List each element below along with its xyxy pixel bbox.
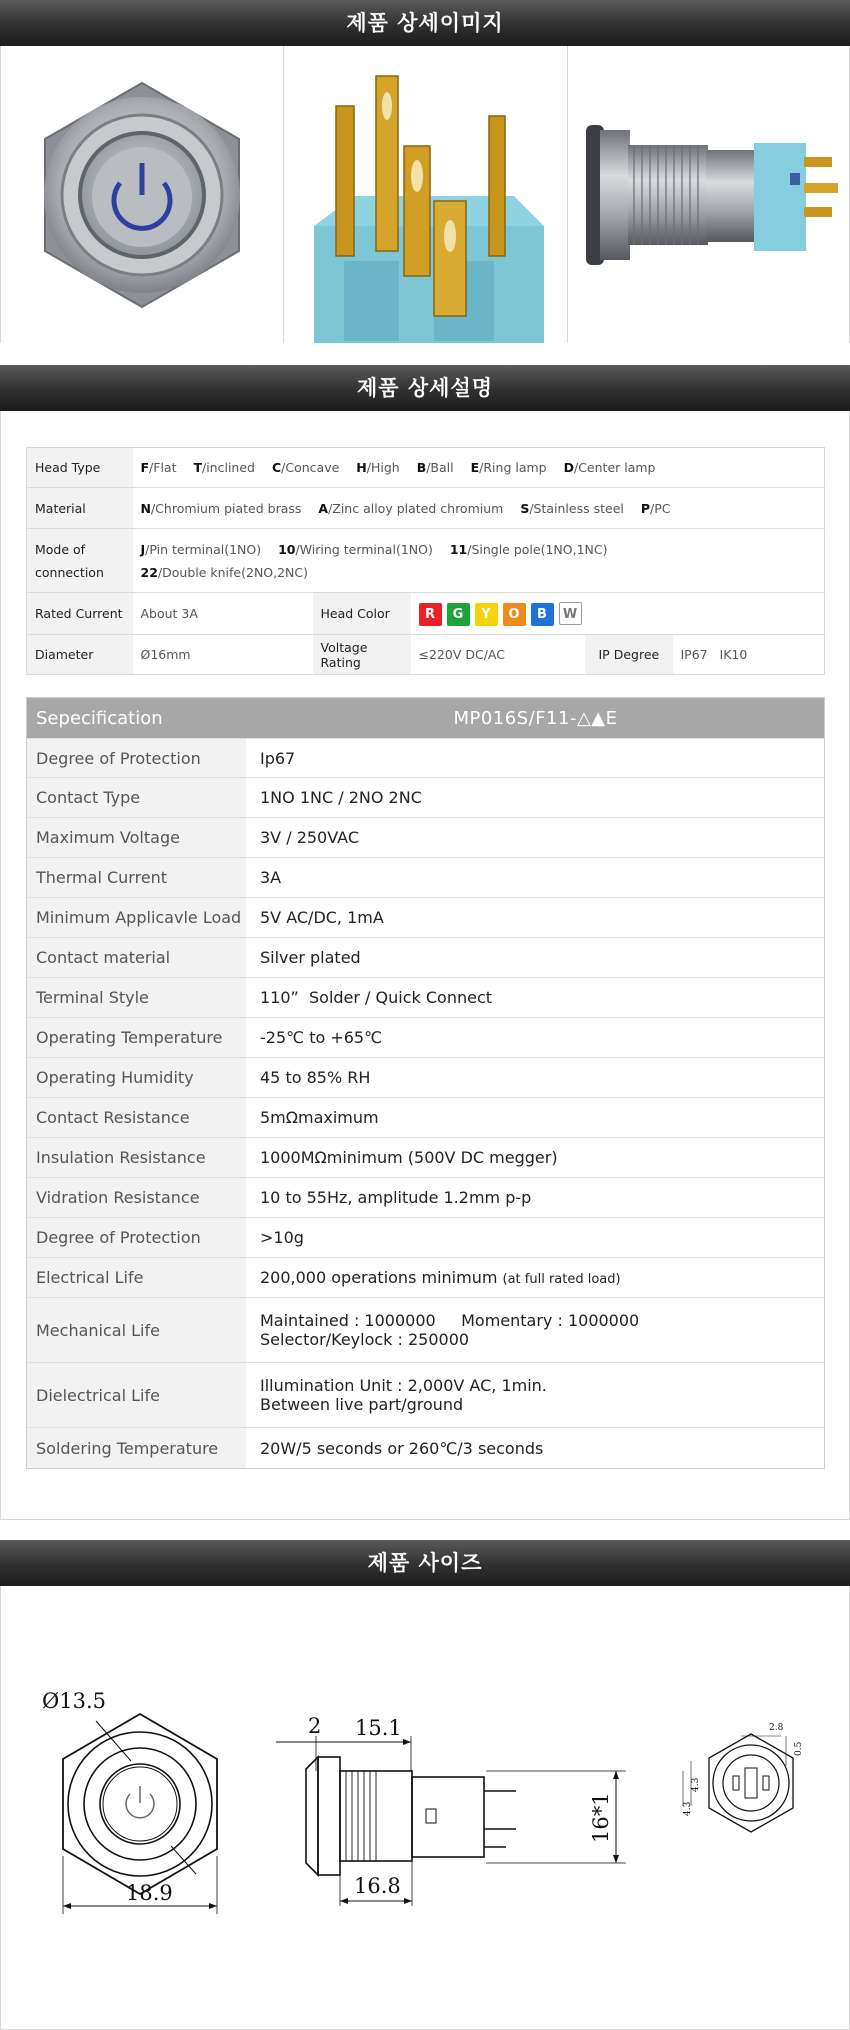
option-label: Material [27,488,133,529]
rated-current-value: About 3A [133,593,313,635]
option-label: IP Degree [585,635,673,675]
spec-value [246,858,824,897]
side-head-label: 2 [308,1714,322,1738]
spec-value-text: Silver plated [260,948,361,967]
spec-value-line [260,749,824,768]
voltage-rating-value: ≤220V DC/AC [411,635,585,675]
option-label: Head Color [313,593,411,635]
images-section-title: 제품 상세이미지 [0,0,850,46]
spec-value-line [260,788,824,807]
swatch-white: W [559,602,582,625]
spec-value-text: 5mΩmaximum [260,1108,379,1127]
spec-key: Contact Type [27,778,246,817]
spec-row [27,1427,824,1468]
side-height-label: 16*1 [589,1792,613,1843]
spec-key: Contact material [27,938,246,977]
spec-value-line [260,1228,824,1247]
spec-value-line [260,868,824,887]
option-label: Head Type [27,448,133,488]
spec-key: Terminal Style [27,978,246,1017]
spec-row [27,977,824,1017]
swatch-red: R [419,603,442,626]
spec-value [246,818,824,857]
option-item: E/Ring lamp [470,460,547,475]
spec-value-text: 110” Solder / Quick Connect [260,988,493,1007]
spec-value-line [260,828,824,847]
spec-value-line [260,1068,824,1087]
spec-value-line [260,988,824,1007]
spec-value [246,1363,824,1427]
connection-options [133,529,825,593]
specification-rows [27,738,824,1468]
spec-row [27,1177,824,1217]
spec-value-line [260,1188,824,1207]
option-item: D/Center lamp [563,460,656,475]
spec-key: Soldering Temperature [27,1428,246,1468]
spec-value-text: -25℃ to +65℃ [260,1028,383,1047]
spec-value [246,1018,824,1057]
spec-value-line [260,1395,824,1414]
diameter-value: Ø16mm [133,635,313,675]
ip-degree-value: IP67 IK10 [673,635,825,675]
spec-value [246,1218,824,1257]
option-item: 22/Double knife(2NO,2NC) [140,564,309,580]
spec-key: Operating Temperature [27,1018,246,1057]
back-dim-d: 4.3 [683,1801,693,1816]
product-image-side [568,46,850,343]
head-type-options [133,448,825,488]
option-item: A/Zinc alloy plated chromium [318,500,504,516]
spec-value-text: 1NO 1NC / 2NO 2NC [260,788,422,807]
size-drawings [0,1586,850,2030]
product-image-row [0,46,850,343]
description-section-title: 제품 상세설명 [0,365,850,411]
spec-value-text: Illumination Unit : 2,000V AC, 1min. [260,1376,547,1395]
spec-value-line [260,1268,824,1287]
spec-row [27,1097,824,1137]
back-dim-b: 0.5 [794,1741,804,1756]
spec-value [246,778,824,817]
spec-value [246,1178,824,1217]
size-section-title: 제품 사이즈 [0,1540,850,1586]
option-item: N/Chromium piated brass [140,500,302,516]
spec-value-text: Between live part/ground [260,1395,464,1414]
spec-value-text: 10 to 55Hz, amplitude 1.2mm p-p [260,1188,532,1207]
spec-value-line [260,1108,824,1127]
option-table [26,447,825,675]
spec-key: Thermal Current [27,858,246,897]
model-number: MP016S/F11-△▲E [453,707,618,729]
swatch-yellow: Y [475,603,498,626]
spec-value-text: 3A [260,868,282,887]
spec-value-line [260,1311,824,1330]
option-item: 10/Wiring terminal(1NO) [278,541,433,557]
side-view-drawing [266,1711,646,1911]
spec-key: Degree of Protection [27,1218,246,1257]
spec-value [246,1298,824,1362]
spec-key: Insulation Resistance [27,1138,246,1177]
spec-value [246,1098,824,1137]
specification-table [26,697,825,1469]
spec-row [27,1362,824,1427]
spec-row [27,1297,824,1362]
spec-row [27,1057,824,1097]
swatch-orange: O [503,603,526,626]
spec-row [27,738,824,777]
spec-value-line [260,948,824,967]
spec-value-text: 3V / 250VAC [260,828,359,847]
spec-row [27,1137,824,1177]
specification-header [27,698,824,738]
spec-row [27,937,824,977]
back-dim-a: 2.8 [769,1723,784,1733]
front-view-drawing [36,1686,256,1926]
option-item: 11/Single pole(1NO,1NC) [449,541,608,557]
spec-value [246,1058,824,1097]
option-item: S/Stainless steel [520,500,624,516]
spec-value-text: Selector/Keylock : 250000 [260,1330,470,1349]
spec-value-line [260,1028,824,1047]
spec-value-text: 200,000 operations minimum [260,1268,498,1287]
spec-value [246,1138,824,1177]
option-item: J/Pin terminal(1NO) [140,541,262,557]
swatch-green: G [447,603,470,626]
side-thread-label: 16.8 [354,1874,401,1898]
spec-value-line [260,1148,824,1167]
spec-key: Mechanical Life [27,1298,246,1362]
head-color-swatches [411,593,825,635]
spec-value-text: Maintained : 1000000 Momentary : 1000000 [260,1311,640,1330]
option-row-current-color [27,593,825,635]
description-panel [0,411,850,1520]
spec-row [27,1017,824,1057]
spec-value-line [260,1376,824,1395]
spec-row [27,817,824,857]
option-item: F/Flat [140,460,177,475]
spec-row [27,777,824,817]
spec-value [246,739,824,777]
option-label: Voltage Rating [313,635,411,675]
spec-key: Maximum Voltage [27,818,246,857]
front-diameter-label: Ø13.5 [42,1689,106,1713]
option-item: P/PC [640,500,671,516]
spec-value-line [260,1439,824,1458]
spec-value-text: Ip67 [260,748,296,768]
option-label: Rated Current [27,593,133,635]
spec-value [246,1258,824,1297]
spec-value [246,938,824,977]
material-options [133,488,825,529]
product-image-terminals [284,46,568,343]
spec-row [27,857,824,897]
option-item: T/inclined [193,460,255,475]
spec-key: Dielectrical Life [27,1363,246,1427]
spec-key: Electrical Life [27,1258,246,1297]
spec-value-line [260,1330,824,1349]
spec-value [246,898,824,937]
option-item: C/Concave [271,460,340,475]
option-label: Mode of connection [27,529,133,593]
spec-key: Contact Resistance [27,1098,246,1137]
spec-key: Vidration Resistance [27,1178,246,1217]
specification-header-label: Sepecification [36,707,163,729]
side-body-label: 15.1 [355,1716,402,1740]
option-row-head-type [27,448,825,488]
option-row-material [27,488,825,529]
option-item: B/Ball [416,460,454,475]
product-image-front [1,46,284,343]
spec-value [246,1428,824,1468]
spec-value-text: >10g [260,1228,304,1247]
spec-value-text: 45 to 85% RH [260,1068,371,1087]
spec-value-text: 20W/5 seconds or 260℃/3 seconds [260,1438,544,1458]
swatch-blue: B [531,603,554,626]
spec-value-line [260,908,824,927]
spec-value [246,978,824,1017]
option-label: Diameter [27,635,133,675]
back-dim-c: 4.3 [691,1777,701,1792]
spec-row [27,1217,824,1257]
spec-key: Degree of Protection [27,739,246,777]
spec-value-note: (at full rated load) [502,1272,621,1287]
option-row-diameter [27,635,825,675]
spec-value-text: 5V AC/DC, 1mA [260,908,384,927]
front-width-label: 18.9 [126,1881,173,1905]
spec-row [27,1257,824,1297]
option-item: H/High [356,460,400,475]
spec-value-text: 1000MΩminimum (500V DC megger) [260,1148,558,1167]
spec-row [27,897,824,937]
option-row-connection [27,529,825,593]
spec-key: Minimum Applicavle Load [27,898,246,937]
back-view-drawing [681,1716,821,1856]
spec-key: Operating Humidity [27,1058,246,1097]
